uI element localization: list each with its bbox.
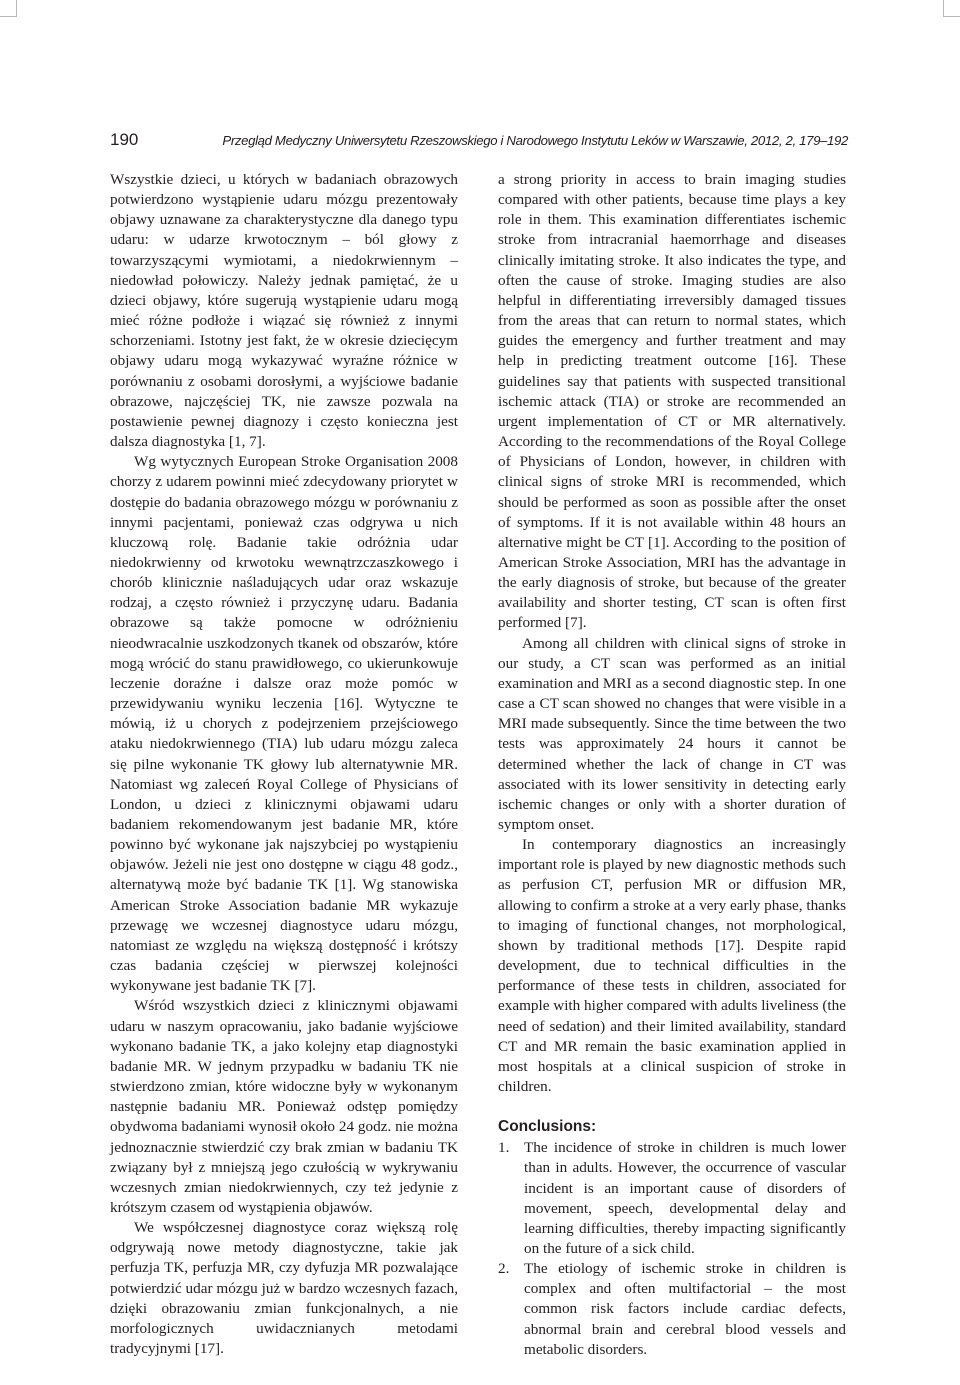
- left-paragraph-1: Wszystkie dzieci, u których w badaniach obrazowych potwierdzono wystąpienie udaru mózgu prezentowały objawy uznawane za charakterystyczne dla danego typu udaru: w udarze krwotocznym – ból głowy z towarzyszącymi wymiotami, a niedokrwiennym – niedowład połowiczy. Należy jednak pamiętać, że u dzieci objawy, które sugerują wystąpienie udaru mogą mieć różne podłoże i wiązać się również z innymi schorzeniami. Istotny jest fakt, że w okresie dziecięcym objawy udaru mogą wykazywać wyraźne różnice w porównaniu z osobami dorosłymi, a wyjściowe badanie obrazowe, najczęściej TK, nie zawsze pozwala na postawienie pewnej diagnozy i często konieczna jest dalsza diagnostyka [1, 7].: [110, 171, 458, 451]
- right-paragraph-1: a strong priority in access to brain imaging studies compared with other patients, because time plays a key role in them. This examination differentiates ischemic stroke from intracranial haemorrhage and diseases clinically imitating stroke. It also indicates the type, and often the cause of stroke. Imaging studies are also helpful in differentiating irreversibly damaged tissues from the areas that can return to normal states, which guides the emergency and further treatment and may help in predicting treatment outcome [16]. These guidelines say that patients with suspected transitional ischemic attack (TIA) or stroke are recommended an urgent implementation of CT or MR alternatively. According to the recommendations of the Royal College of Physicians of London, however, in children with clinical signs of stroke MRI is recommended, which should be performed as soon as possible after the onset of symptoms. If it is not available within 48 hours an alternative might be CT [1]. According to the position of American Stroke Association, MRI has the advantage in the early diagnosis of stroke, but because of the greater availability and shorter testing, CT scan is often first performed [7].: [498, 171, 846, 632]
- conclusion-text: The incidence of stroke in children is much lower than in adults. However, the occurrence of vascular incident is an important cause of disorders of movement, speech, developmental delay and learning difficulties, thereby impacting significantly on the future of a sick child.: [524, 1139, 846, 1257]
- conclusion-number: 1.: [498, 1139, 510, 1157]
- left-paragraph-4: We współczesnej diagnostyce coraz większą rolę odgrywają nowe metody diagnostyczne, takie jak perfuzja TK, perfuzja MR, czy dyfuzja MR pozwalające potwierdzić udar mózgu już w bardzo wczesnych fazach, dzięki obrazowaniu zmian funkcjonalnych, a nie morfologicznych uwidacznianych metodami tradycyjnymi [17].: [110, 1219, 458, 1358]
- conclusion-item: [498, 1138, 846, 1259]
- right-column: [498, 170, 846, 1360]
- conclusion-number: 2.: [498, 1260, 510, 1278]
- conclusions-list: [498, 1138, 846, 1360]
- journal-citation: Przegląd Medyczny Uniwersytetu Rzeszowskiego i Narodowego Instytutu Leków w Warszawie, 2012, 2, 179–192: [222, 133, 848, 148]
- right-paragraph-2: Among all children with clinical signs of stroke in our study, a CT scan was performed as an initial examination and MRI as a second diagnostic step. In one case a CT scan showed no changes that were visible in a MRI made subsequently. Since the time between the two tests was approximately 24 hours it cannot be determined whether the lack of change in CT was associated with its lower sensitivity in detecting early ischemic changes or only with a shorter duration of symptom onset.: [498, 634, 846, 833]
- conclusion-item: [498, 1259, 846, 1360]
- left-column: [110, 170, 458, 1359]
- crop-mark-top-left: [0, 0, 17, 17]
- page-number: 190: [110, 130, 139, 149]
- crop-mark-top-right: [943, 0, 960, 17]
- conclusions-heading: Conclusions:: [498, 1118, 597, 1136]
- right-paragraph-3: In contemporary diagnostics an increasingly important role is played by new diagnostic methods such as perfusion CT, perfusion MR or diffusion MR, allowing to confirm a stroke at a very early phase, thanks to imaging of functional changes, not morphological, shown by traditional methods [17]. Despite rapid development, due to technical difficulties in the performance of these tests in children, associated for example with higher compared with adults liveliness (the need of sedation) and their limited availability, standard CT and MR remain the basic examination applied in most hospitals at a clinical suspicion of stroke in children.: [498, 836, 846, 1096]
- running-header: [110, 130, 848, 158]
- left-paragraph-2: Wg wytycznych European Stroke Organisation 2008 chorzy z udarem powinni mieć zdecydowany priorytet w dostępie do badania obrazowego mózgu w porównaniu z innymi pacjentami, ponieważ czas odgrywa u nich kluczową rolę. Badanie takie odróżnia udar niedokrwienny od krwotoku wewnątrzczaszkowego i chorób klinicznie naśladujących udar oraz wskazuje rodzaj, a często również i przyczynę udaru. Badania obrazowe są także pomocne w odróżnieniu nieodwracalnie uszkodzonych tkanek od obszarów, które mogą wrócić do stanu prawidłowego, co ukierunkowuje leczenie doraźne i dalsze oraz może pomóc w przewidywaniu wyniku leczenia [16]. Wytyczne te mówią, iż u chorych z podejrzeniem przejściowego ataku niedokrwiennego (TIA) lub udaru mózgu zaleca się pilne wykonanie TK głowy lub alternatywnie MR. Natomiast wg zaleceń Royal College of Physicians of London, u dzieci z klinicznymi objawami udaru badaniem rekomendowanym jest badanie MR, które powinno być wykonane jak najszybciej po wystąpieniu objawów. Jeżeli nie jest ono dostępne w ciągu 48 godz., alternatywą może być badanie TK [1]. Wg stanowiska American Stroke Association badanie MR wykazuje przewagę we wczesnej diagnostyce udaru mózgu, natomiast ze względu na większą dostępność i krótszy czas badania częściej w pierwszej kolejności wykonywane jest badanie TK [7].: [110, 453, 458, 995]
- conclusion-text: The etiology of ischemic stroke in children is complex and often multifactorial – the most common risk factors include cardiac defects, abnormal brain and cerebral blood vessels and metabolic disorders.: [524, 1260, 846, 1358]
- left-paragraph-3: Wśród wszystkich dzieci z klinicznymi objawami udaru w naszym opracowaniu, jako badanie wyjściowe wykonano badanie TK, a jako kolejny etap diagnostyki badanie MR. W jednym przypadku w badaniu TK nie stwierdzono zmian, które widoczne były w wykonanym następnie badaniu MR. Ponieważ odstęp pomiędzy obydwoma badaniami wynosił około 24 godz. nie można jednoznacznie stwierdzić czy brak zmian w badaniu TK związany był z mniejszą jego czułością w wykrywaniu wczesnych zmian niedokrwiennych, czy też jedynie z krótszym czasem od wystąpienia objawów.: [110, 997, 458, 1216]
